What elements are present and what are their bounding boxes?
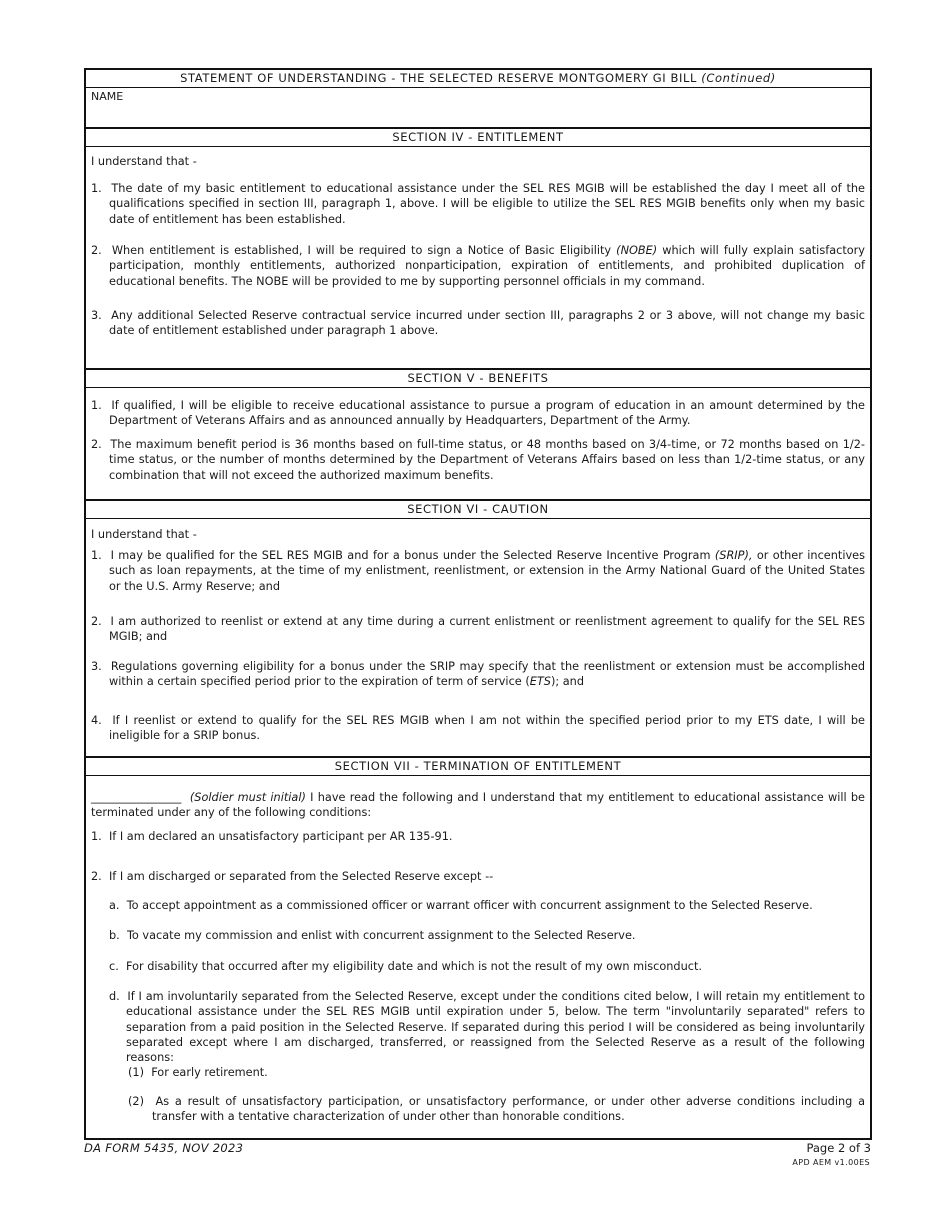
version-code: APD AEM v1.00ES xyxy=(792,1158,870,1167)
section-vii-sub-a: a. To accept appointment as a commissioned officer or warrant officer with concurrent assignment to the Selected Reserve. xyxy=(109,899,813,912)
section-iv-item-2: 2. When entitlement is established, I will be required to sign a Notice of Basic Eligibility (NOBE) which will fully explain satisfactory participation, monthly entitlements, authorized nonparticipation, expiration of entitlements, and prohibited duplication of educational benefits. The NOBE will be provided to me by supporting personnel officials in my command. xyxy=(91,244,865,288)
section-vii-reason-2: (2) As a result of unsatisfactory participation, or unsatisfactory performance, or under other adverse conditions including a transfer with a tentative characterization of under other than honorable conditions. xyxy=(128,1095,865,1124)
section-vi-item-4: 4. If I reenlist or extend to qualify for the SEL RES MGIB when I am not within the specified period prior to my ETS date, I will be ineligible for a SRIP bonus. xyxy=(91,714,865,743)
section-vii-heading: SECTION VII - TERMINATION OF ENTITLEMENT xyxy=(86,756,870,776)
form-title-text: STATEMENT OF UNDERSTANDING - THE SELECTED RESERVE MONTGOMERY GI BILL xyxy=(180,71,698,85)
section-v-heading: SECTION V - BENEFITS xyxy=(86,368,870,388)
section-vii-reason-1: (1) For early retirement. xyxy=(128,1066,268,1079)
section-vii-intro: ________________ (Soldier must initial) I have read the following and I understand that my entitlement to educational assistance will be terminated under any of the following conditions: xyxy=(91,791,866,820)
form-id: DA FORM 5435, NOV 2023 xyxy=(84,1141,244,1155)
section-vii-item-2: 2. If I am discharged or separated from the Selected Reserve except -- xyxy=(91,870,494,883)
section-vi-intro: I understand that - xyxy=(91,528,197,541)
section-vii-sub-d: d. If I am involuntarily separated from the Selected Reserve, except under the conditions cited below, I will retain my entitlement to educational assistance under the SEL RES MGIB until expiration under 5, below. The term "involuntarily separated" refers to separation from a paid position in the Selected Reserve. If separated during this period I will be considered as being involuntarily separated except where I am discharged, transferred, or reassigned from the Selected Reserve as a result of the following reasons: xyxy=(109,990,865,1065)
section-vii-sub-c: c. For disability that occurred after my eligibility date and which is not the result of my own misconduct. xyxy=(109,960,702,973)
initial-blank[interactable]: ________________ xyxy=(91,791,182,804)
section-v-item-2: 2. The maximum benefit period is 36 months based on full-time status, or 48 months based on 3/4-time, or 72 months based on 1/2-time status, or the number of months determined by the Department of Veterans Affairs based on less than 1/2-time status, or any combination that will not exceed the authorized maximum benefits. xyxy=(91,438,865,482)
form-title-suffix: (Continued) xyxy=(701,71,776,85)
section-iv-heading: SECTION IV - ENTITLEMENT xyxy=(86,127,870,147)
initial-note: (Soldier must initial) xyxy=(189,791,306,804)
page-number: Page 2 of 3 xyxy=(806,1141,871,1155)
section-vi-item-1: 1. I may be qualified for the SEL RES MGIB and for a bonus under the Selected Reserve Incentive Program (SRIP), or other incentives such as loan repayments, at the time of my enlistment, reenlistment, or extension in the Army National Guard of the United States or the U.S. Army Reserve; and xyxy=(91,549,865,593)
name-label: NAME xyxy=(91,90,124,103)
section-vii-sub-b: b. To vacate my commission and enlist with concurrent assignment to the Selected Reserve. xyxy=(109,929,636,942)
section-vii-item-1: 1. If I am declared an unsatisfactory participant per AR 135-91. xyxy=(91,830,453,843)
section-iv-intro: I understand that - xyxy=(91,155,197,168)
section-v-item-1: 1. If qualified, I will be eligible to receive educational assistance to pursue a program of education in an amount determined by the Department of Veterans Affairs and as announced annually by Headquarters, Department of the Army. xyxy=(91,399,866,428)
section-iv-item-1: 1. The date of my basic entitlement to educational assistance under the SEL RES MGIB will be established the day I meet all of the qualifications specified in section III, paragraph 1, above. I will be eligible to utilize the SEL RES MGIB benefits only when my basic date of entitlement has been established. xyxy=(91,182,865,226)
section-vi-item-3: 3. Regulations governing eligibility for a bonus under the SRIP may specify that the reenlistment or extension must be accomplished within a certain specified period prior to the expiration of term of service (ETS); and xyxy=(91,660,865,689)
section-vi-heading: SECTION VI - CAUTION xyxy=(86,499,870,519)
form-page xyxy=(84,68,872,1140)
form-title xyxy=(86,70,870,88)
name-field[interactable] xyxy=(86,88,870,126)
section-iv-item-3: 3. Any additional Selected Reserve contractual service incurred under section III, paragraphs 2 or 3 above, will not change my basic date of entitlement established under paragraph 1 above. xyxy=(91,309,865,338)
section-vi-item-2: 2. I am authorized to reenlist or extend at any time during a current enlistment or reenlistment agreement to qualify for the SEL RES MGIB; and xyxy=(91,615,865,644)
